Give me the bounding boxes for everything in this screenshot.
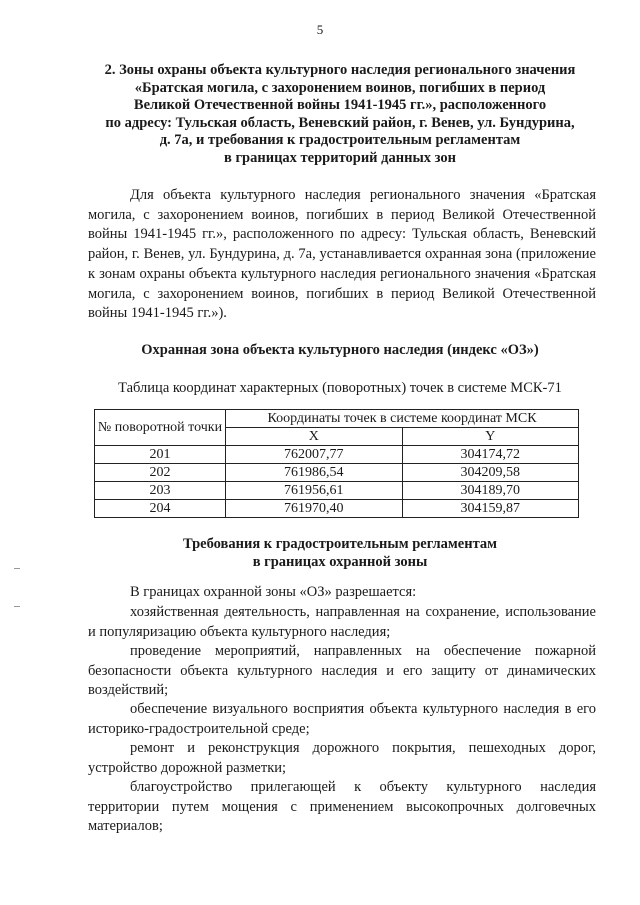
section-heading-line: в границах территорий данных зон <box>224 149 456 166</box>
section-heading <box>60 62 620 168</box>
zone-heading-line: Охранная зона объекта культурного наследия (индекс «ОЗ») <box>141 342 539 358</box>
header-y: Y <box>402 428 579 446</box>
cell-point: 204 <box>95 500 226 518</box>
list-item: обеспечение визуального восприятия объекта культурного наследия в его историко-градостроительной среде; <box>88 701 596 737</box>
table-row <box>95 482 579 500</box>
cell-y: 304209,58 <box>402 464 579 482</box>
list-item: хозяйственная деятельность, направленная на сохранение, использование и популяризацию объекта культурного наследия; <box>88 604 596 640</box>
table-caption: Таблица координат характерных (поворотных) точек в системе МСК-71 <box>118 380 562 396</box>
allowed-intro: В границах охранной зоны «ОЗ» разрешается: <box>130 584 417 600</box>
section-heading-line: по адресу: Тульская область, Веневский район, г. Венев, ул. Бундурина, <box>105 114 575 131</box>
cell-point: 202 <box>95 464 226 482</box>
header-coordinates: Координаты точек в системе координат МСК <box>226 410 579 428</box>
cell-y: 304159,87 <box>402 500 579 518</box>
page-number: 5 <box>316 22 324 37</box>
list-item: ремонт и реконструкция дорожного покрытия, пешеходных дорог, устройство дорожной разметки; <box>88 740 596 776</box>
header-x: X <box>226 428 403 446</box>
table-row <box>95 500 579 518</box>
zone-heading <box>60 342 620 360</box>
list-item: проведение мероприятий, направленных на обеспечение пожарной безопасности объекта культурного наследия и его защиту от динамических воздействий; <box>88 643 596 698</box>
table-row <box>95 464 579 482</box>
intro-paragraph: Для объекта культурного наследия регионального значения «Братская могила, с захоронением воинов, погибших в период Великой Отечественной войны 1941-1945 гг.», расположенного по адресу: Тульская область, Веневский район, г. Венев, ул. Бундурина, д. 7а, устанавливается охранная зона (приложение к зонам охраны объекта культурного наследия регионального значения «Братская могила, с захоронением воинов, погибших в период Великой Отечественной войны 1941-1945 гг.»). <box>88 187 596 322</box>
cell-x: 761956,61 <box>226 482 403 500</box>
section-heading-line: д. 7а, и требования к градостроительным регламентам <box>159 132 521 149</box>
list-item: благоустройство прилегающей к объекту культурного наследия территории путем мощения с применением высокопрочных долговечных материалов; <box>88 779 596 834</box>
margin-mark <box>14 606 20 607</box>
cell-x: 762007,77 <box>226 446 403 464</box>
cell-y: 304189,70 <box>402 482 579 500</box>
cell-point: 201 <box>95 446 226 464</box>
requirements-heading-line: в границах охранной зоны <box>252 553 428 570</box>
section-heading-line: 2. Зоны охраны объекта культурного наследия регионального значения <box>104 62 576 78</box>
margin-mark <box>14 568 20 569</box>
cell-point: 203 <box>95 482 226 500</box>
requirements-heading <box>60 536 620 571</box>
requirements-heading-line: Требования к градостроительным регламентам <box>182 536 498 552</box>
section-heading-line: «Братская могила, с захоронением воинов, погибших в период <box>134 79 546 96</box>
section-heading-line: Великой Отечественной войны 1941-1945 гг.», расположенного <box>133 97 547 114</box>
header-point-number: № поворотной точки <box>95 410 226 446</box>
cell-y: 304174,72 <box>402 446 579 464</box>
coordinates-table <box>94 409 579 518</box>
table-row <box>95 446 579 464</box>
cell-x: 761986,54 <box>226 464 403 482</box>
cell-x: 761970,40 <box>226 500 403 518</box>
